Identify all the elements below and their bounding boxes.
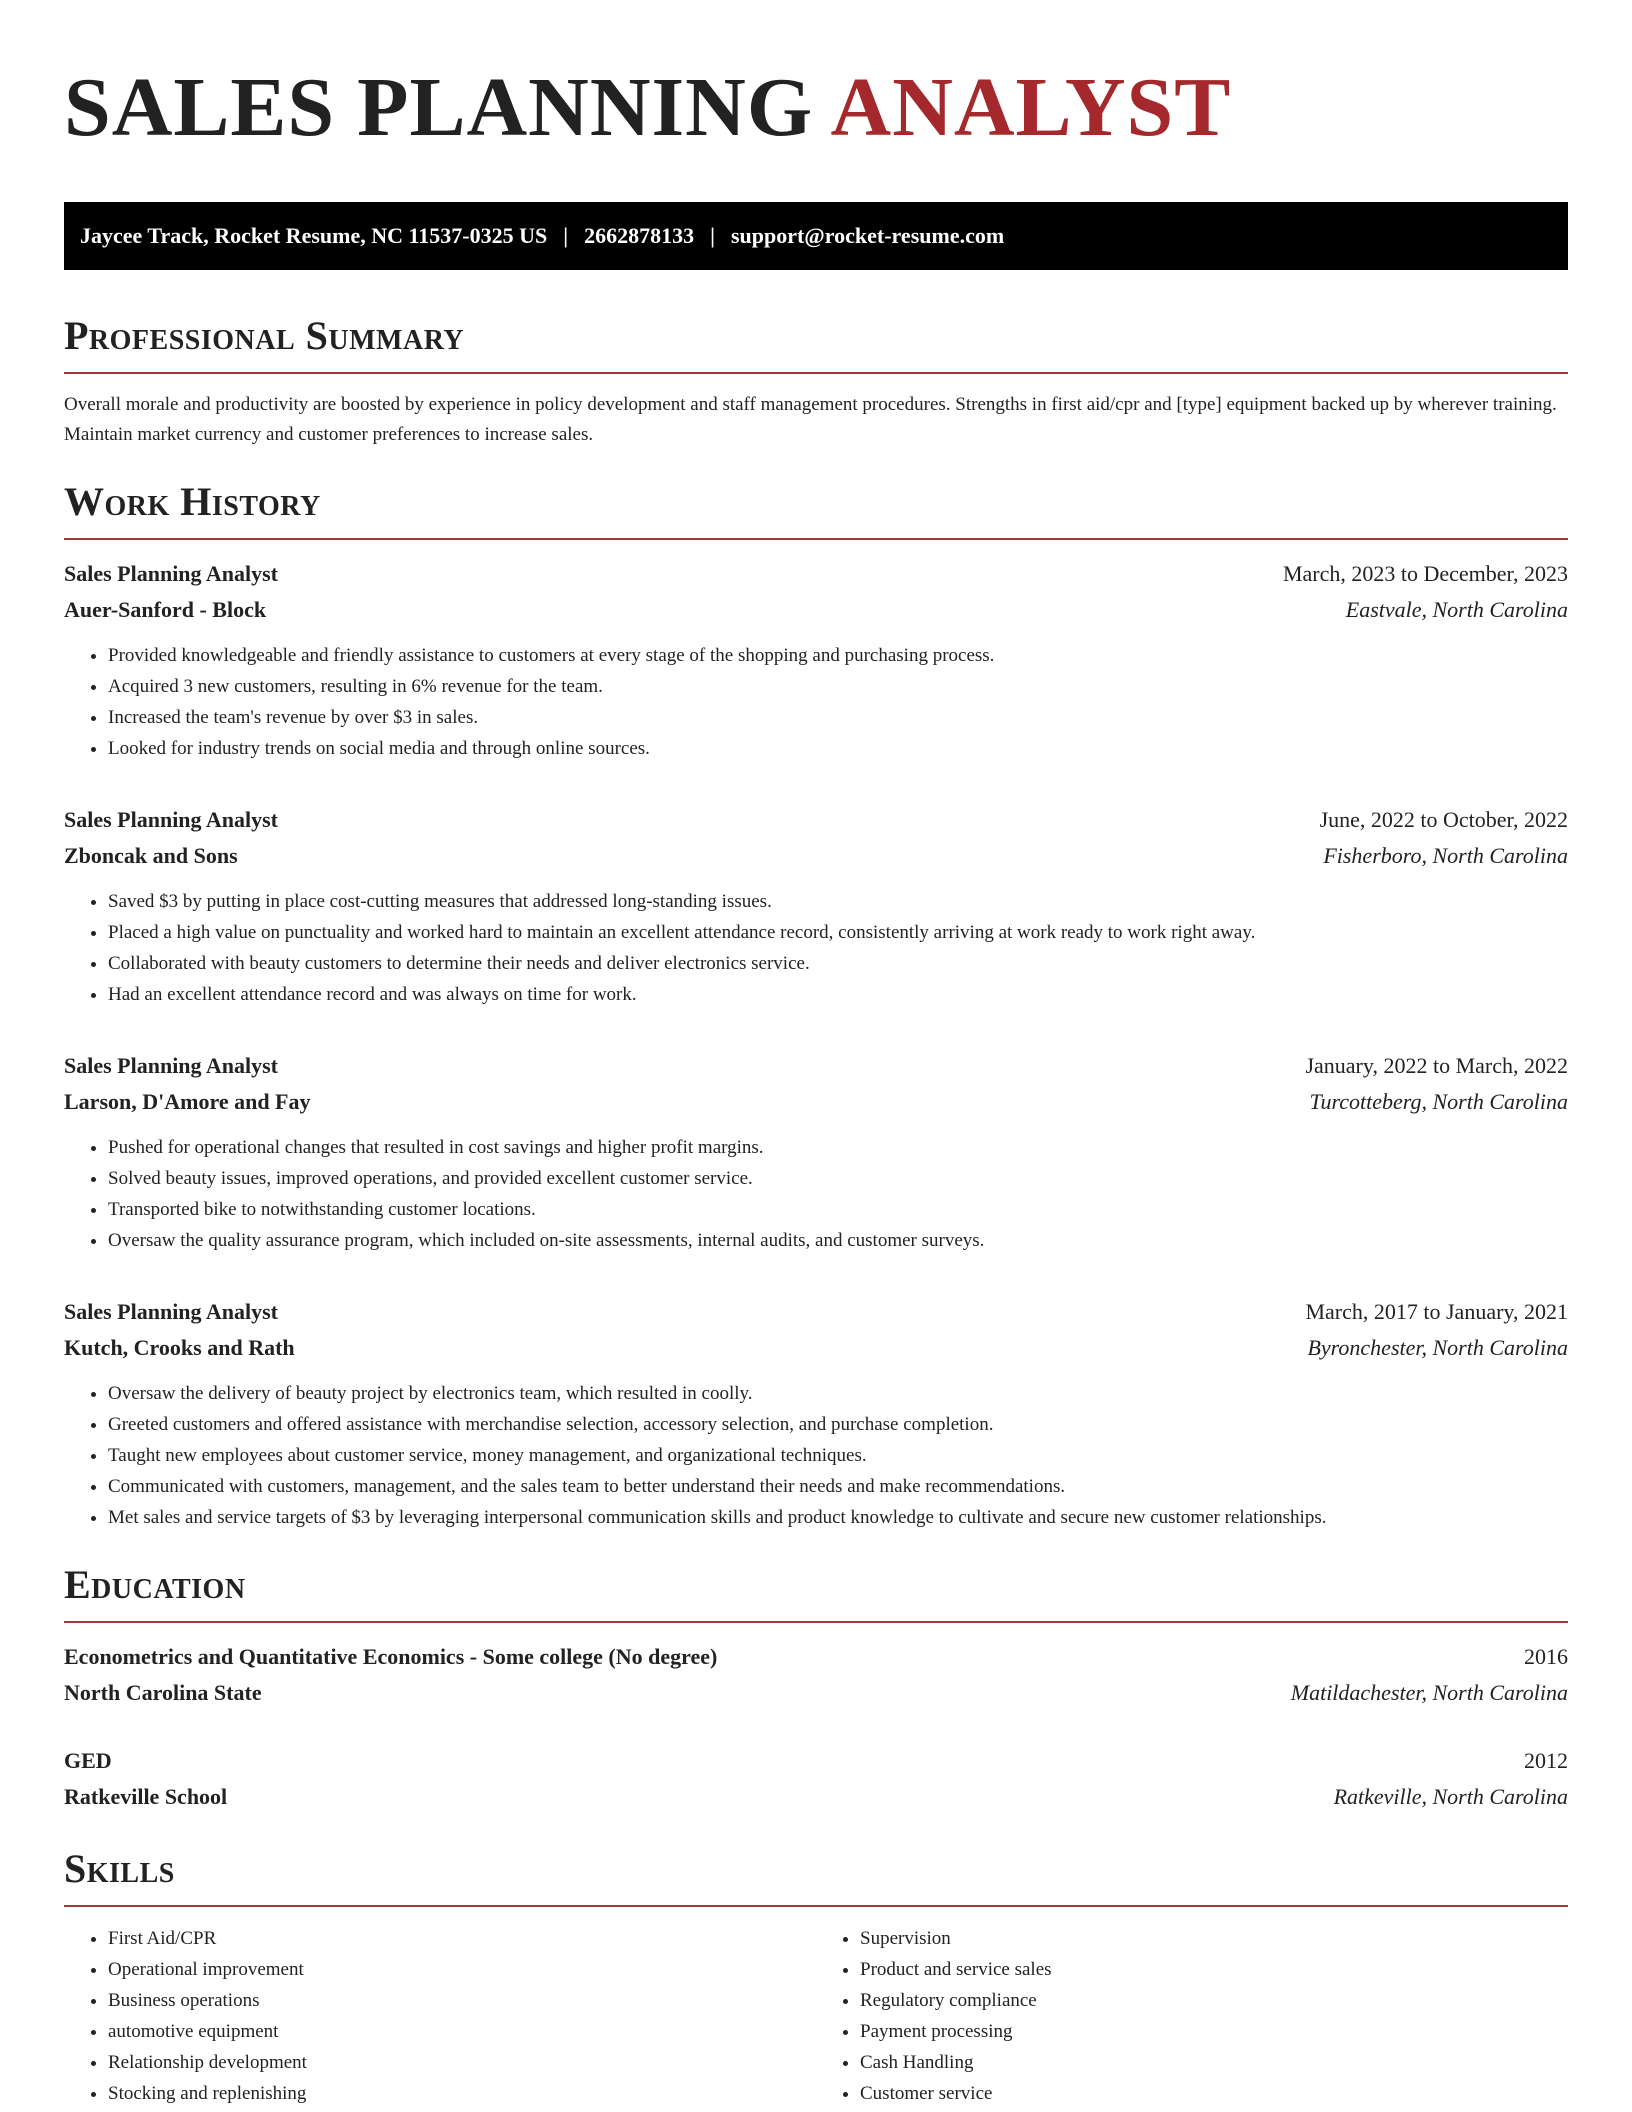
job-bullets xyxy=(64,1132,1568,1256)
job-location: Turcotteberg, North Carolina xyxy=(1309,1089,1568,1114)
skill-item: • Payment processing xyxy=(860,2016,1568,2047)
skill-item: • Regulatory compliance xyxy=(860,1985,1568,2016)
list-item: • Saved $3 by putting in place cost-cutting measures that addressed long-standing issues. xyxy=(108,886,1568,917)
education-year: 2016 xyxy=(1524,1644,1568,1669)
job-company: Larson, D'Amore and Fay xyxy=(64,1089,311,1114)
contact-separator: | xyxy=(563,223,569,248)
list-item: • Oversaw the delivery of beauty project by electronics team, which resulted in coolly. xyxy=(108,1378,1568,1409)
education-degree: Econometrics and Quantitative Economics - Some college (No degree) xyxy=(64,1644,718,1669)
list-item: • Oversaw the quality assurance program, which included on-site assessments, internal audits, and customer surveys. xyxy=(108,1225,1568,1256)
section-divider xyxy=(64,1905,1568,1907)
education-entry xyxy=(64,1639,1568,1711)
education-school: North Carolina State xyxy=(64,1680,262,1705)
job-company-row xyxy=(64,1084,1568,1120)
job-entry xyxy=(64,1294,1568,1533)
job-title: Sales Planning Analyst xyxy=(64,1299,278,1324)
skill-item: • Relationship development xyxy=(108,2047,816,2078)
list-item: • Greeted customers and offered assistance with merchandise selection, accessory selection, and purchase completion. xyxy=(108,1409,1568,1440)
skill-item: • Cash Handling xyxy=(860,2047,1568,2078)
list-item: • Pushed for operational changes that resulted in cost savings and higher profit margins. xyxy=(108,1132,1568,1163)
education-school: Ratkeville School xyxy=(64,1784,228,1809)
skill-item: • automotive equipment xyxy=(108,2016,816,2047)
skill-item: • First Aid/CPR xyxy=(108,1923,816,1954)
skill-item: • Operational improvement xyxy=(108,1954,816,1985)
job-company-row xyxy=(64,838,1568,874)
contact-phone: 2662878133 xyxy=(584,223,695,248)
education-section xyxy=(64,1563,1568,1815)
job-location: Fisherboro, North Carolina xyxy=(1323,843,1568,868)
contact-email: support@rocket-resume.com xyxy=(730,223,1005,248)
job-bullets xyxy=(64,886,1568,1010)
job-dates: March, 2017 to January, 2021 xyxy=(1305,1299,1568,1324)
education-year: 2012 xyxy=(1524,1748,1568,1773)
job-dates: January, 2022 to March, 2022 xyxy=(1305,1053,1568,1078)
list-item: • Taught new employees about customer service, money management, and organizational techniques. xyxy=(108,1440,1568,1471)
education-header-row xyxy=(64,1743,1568,1779)
job-location: Eastvale, North Carolina xyxy=(1345,597,1568,622)
skill-item: • Stocking and replenishing xyxy=(108,2078,816,2109)
job-dates: June, 2022 to October, 2022 xyxy=(1319,807,1568,832)
education-school-row xyxy=(64,1779,1568,1815)
work-history-section xyxy=(64,480,1568,1533)
list-item: • Solved beauty issues, improved operations, and provided excellent customer service. xyxy=(108,1163,1568,1194)
section-divider xyxy=(64,372,1568,374)
list-item: • Communicated with customers, management, and the sales team to better understand their needs and make recommendations. xyxy=(108,1471,1568,1502)
job-title: Sales Planning Analyst xyxy=(64,1053,278,1078)
job-entry xyxy=(64,802,1568,1010)
contact-separator: | xyxy=(710,223,715,248)
skills-columns xyxy=(64,1923,1568,2109)
job-company: Auer-Sanford - Block xyxy=(64,597,267,622)
skills-list-right xyxy=(816,1923,1568,2109)
job-bullets xyxy=(64,640,1568,764)
education-school-row xyxy=(64,1675,1568,1711)
list-item: • Looked for industry trends on social media and through online sources. xyxy=(108,733,1568,764)
title-accent: ANALYST xyxy=(830,61,1232,154)
section-divider xyxy=(64,1621,1568,1623)
job-entry xyxy=(64,1048,1568,1256)
education-location: Ratkeville, North Carolina xyxy=(1333,1784,1568,1809)
skill-item: • Customer service xyxy=(860,2078,1568,2109)
education-list xyxy=(64,1639,1568,1815)
section-heading: Work History xyxy=(64,479,321,524)
list-item: • Provided knowledgeable and friendly assistance to customers at every stage of the shopping and purchasing process. xyxy=(108,640,1568,671)
job-header-row xyxy=(64,556,1568,592)
job-list xyxy=(64,556,1568,1533)
job-bullets xyxy=(64,1378,1568,1533)
section-divider xyxy=(64,538,1568,540)
section-heading: Professional Summary xyxy=(64,313,465,358)
job-company-row xyxy=(64,592,1568,628)
title-main: SALES PLANNING xyxy=(64,61,814,154)
list-item: • Placed a high value on punctuality and worked hard to maintain an excellent attendance record, consistently arriving at work ready to work right away. xyxy=(108,917,1568,948)
education-location: Matildachester, North Carolina xyxy=(1290,1680,1568,1705)
job-company: Zboncak and Sons xyxy=(64,843,238,868)
job-title: Sales Planning Analyst xyxy=(64,561,278,586)
job-location: Byronchester, North Carolina xyxy=(1307,1335,1568,1360)
skill-item: • Supervision xyxy=(860,1923,1568,1954)
summary-text: Overall morale and productivity are boosted by experience in policy development and staff management procedures. Strengths in first aid/cpr and [type] equipment backed up by wherever training. Maintain market currency and customer preferences to increase sales. xyxy=(64,394,1557,445)
section-heading: Education xyxy=(64,1562,246,1607)
education-degree: GED xyxy=(64,1748,112,1773)
summary-section xyxy=(64,314,1568,450)
skill-item: • Business operations xyxy=(108,1985,816,2016)
list-item: • Had an excellent attendance record and was always on time for work. xyxy=(108,979,1568,1010)
job-header-row xyxy=(64,1048,1568,1084)
list-item: • Increased the team's revenue by over $3 in sales. xyxy=(108,702,1568,733)
skill-item: • Product and service sales xyxy=(860,1954,1568,1985)
job-entry xyxy=(64,556,1568,764)
contact-address: Jaycee Track, Rocket Resume, NC 11537-0325 US xyxy=(80,223,548,248)
job-company-row xyxy=(64,1330,1568,1366)
education-entry xyxy=(64,1743,1568,1815)
section-heading: Skills xyxy=(64,1846,175,1891)
list-item: • Met sales and service targets of $3 by leveraging interpersonal communication skills and product knowledge to cultivate and secure new customer relationships. xyxy=(108,1502,1568,1533)
job-title: Sales Planning Analyst xyxy=(64,807,278,832)
education-header-row xyxy=(64,1639,1568,1675)
job-header-row xyxy=(64,1294,1568,1330)
list-item: • Collaborated with beauty customers to determine their needs and deliver electronics service. xyxy=(108,948,1568,979)
list-item: • Transported bike to notwithstanding customer locations. xyxy=(108,1194,1568,1225)
job-header-row xyxy=(64,802,1568,838)
skills-list-left xyxy=(64,1923,816,2109)
page-title xyxy=(64,60,1568,178)
contact-bar xyxy=(64,202,1568,270)
list-item: • Acquired 3 new customers, resulting in 6% revenue for the team. xyxy=(108,671,1568,702)
job-dates: March, 2023 to December, 2023 xyxy=(1282,561,1568,586)
job-company: Kutch, Crooks and Rath xyxy=(64,1335,295,1360)
skills-section xyxy=(64,1847,1568,2109)
